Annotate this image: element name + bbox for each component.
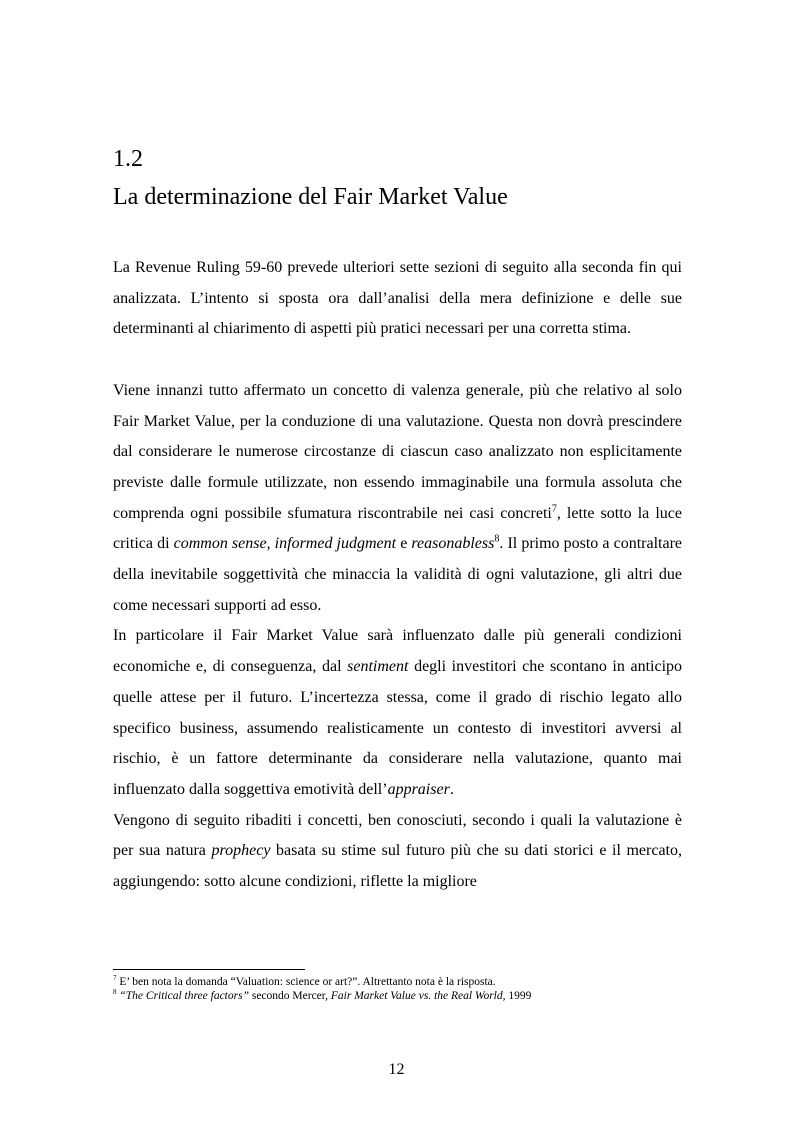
paragraph <box>113 621 682 805</box>
footnote-marker: 8 <box>494 533 500 545</box>
italic-text: “The Critical three factors” <box>119 990 249 1002</box>
paragraph <box>113 253 682 345</box>
text-run: Vengono di seguito ribaditi i concetti, ben conosciuti, secondo i quali la valutazione è per sua natura <box>113 811 682 860</box>
italic-text: common sense <box>173 535 267 553</box>
text-run: , 1999 <box>502 990 532 1002</box>
section-number: 1.2 <box>113 146 143 172</box>
footnote-marker: 8 <box>113 988 117 997</box>
footnote-separator <box>113 969 305 970</box>
italic-text: sentiment <box>347 658 409 676</box>
text-run: . <box>449 780 454 798</box>
text-run: secondo Mercer, <box>248 990 331 1002</box>
text-run: , <box>266 535 275 553</box>
paragraph <box>113 806 682 898</box>
body-text <box>113 253 682 898</box>
italic-text: informed judgment <box>274 535 397 553</box>
italic-text: prophecy <box>211 842 271 860</box>
text-run: degli investitori che scontano in anticipo quelle attese per il futuro. L’incertezza stessa, come il grado di rischio legato allo specifico business, assumendo realisticamente un contesto di investitori avversi al rischio, è un fattore determinante da considerare nella valutazione, quanto mai influenzato dalla soggettiva emotività dell’ <box>113 658 683 798</box>
text-run: , lette sotto la luce critica di <box>113 504 682 553</box>
text-run: La Revenue Ruling 59-60 prevede ulteriori sette sezioni di seguito alla seconda fin qui analizzata. L’intento si sposta ora dall’analisi della mera definizione e delle sue determinanti al chiarimento di aspetti più pratici necessari per una corretta stima. <box>113 259 682 338</box>
page-number: 12 <box>388 1061 405 1078</box>
italic-text: Fair Market Value vs. the Real World <box>330 990 503 1002</box>
italic-text: appraiser <box>387 780 450 798</box>
text-run: In particolare il Fair Market Value sarà influenzato dalle più generali condizioni economiche e, di conseguenza, dal <box>113 627 682 676</box>
section-title: La determinazione del Fair Market Value <box>113 184 508 210</box>
footnote <box>113 989 682 1003</box>
footnote <box>113 975 682 989</box>
footnotes <box>113 975 682 1003</box>
footnote-marker: 7 <box>551 503 557 515</box>
italic-text: reasonabless <box>411 535 495 553</box>
text-run: E’ ben nota la domanda “Valuation: science or art?”. Altrettanto nota è la risposta. <box>116 976 496 988</box>
text-run: e <box>396 535 412 553</box>
footnote-marker: 7 <box>113 974 117 983</box>
text-run: Viene innanzi tutto affermato un concetto di valenza generale, più che relativo al solo Fair Market Value, per la conduzione di una valutazione. Questa non dovrà prescindere dal considerare le numerose circostanze di ciascun caso analizzato non esplicitamente previste dalle formule utilizzate, non essendo immaginabile una formula assoluta che comprenda ogni possibile sfumatura riscontrabile nei casi concreti <box>113 381 682 522</box>
paragraph <box>113 376 682 622</box>
text-run: basata su stime sul futuro più che su dati storici e il mercato, aggiungendo: sotto alcune condizioni, riflette la migliore <box>113 842 683 891</box>
text-run: . Il primo posto a contraltare della inevitabile soggettività che minaccia la validità di ogni valutazione, gli altri due come necessari supporti ad esso. <box>113 535 682 614</box>
